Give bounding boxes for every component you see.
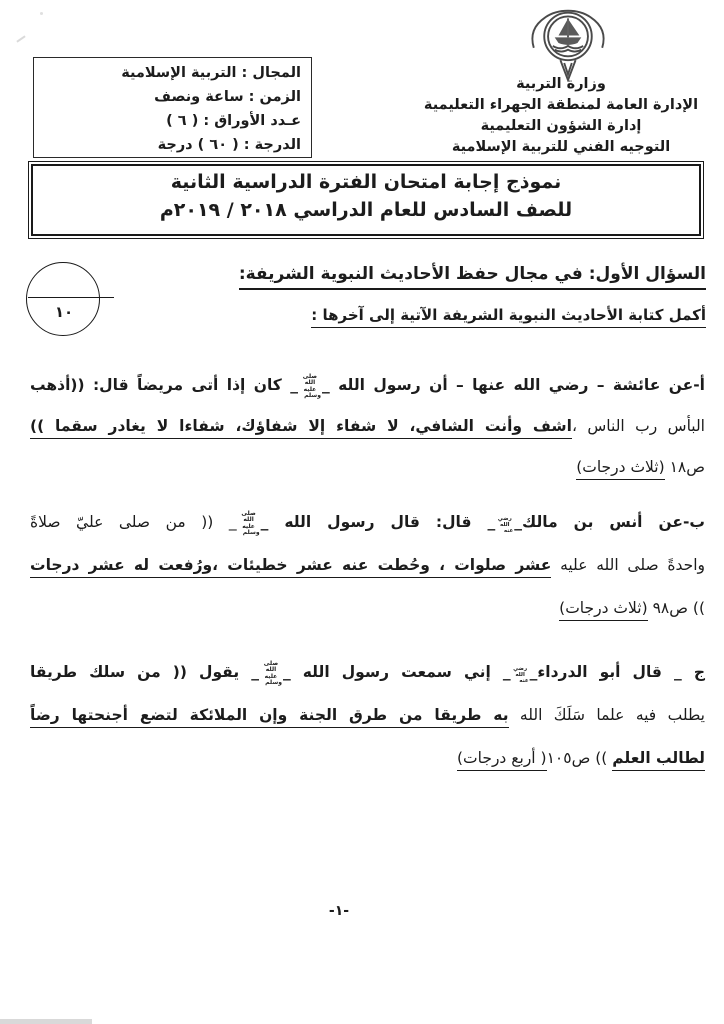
- hadith-c-line3: [30, 743, 705, 786]
- hadith-c-text: _ إني سمعت رسول الله _: [282, 663, 511, 681]
- question1-heading: السؤال الأول: في مجال حفظ الأحاديث النبوية الشريفة:: [239, 264, 706, 290]
- hadith-b-text: _ (( من صلى عليّ صلاةً: [30, 513, 237, 531]
- hadith-c-text: يطلب فيه علما سَلَكَ الله: [508, 706, 705, 724]
- info-grade: الدرجة : ( ٦٠ ) درجة: [157, 137, 301, 153]
- raa-stamp-icon: رضي الله عنه: [497, 516, 514, 534]
- exam-info-box: [33, 57, 312, 158]
- exam-title-inner-border: [31, 164, 701, 236]
- hadith-a-line1: [30, 370, 705, 411]
- hadith-item-c: [30, 657, 705, 786]
- ministry-line: إدارة الشؤون التعليمية: [480, 118, 642, 134]
- hadith-c-line2: [30, 700, 705, 743]
- hadith-c-page-ref: )) ص١٠٥: [546, 749, 613, 767]
- exam-title-line2: للصف السادس للعام الدراسي ٢٠١٨ / ٢٠١٩م: [159, 199, 573, 221]
- hadith-item-b: [30, 507, 705, 636]
- exam-title-box: [28, 161, 704, 239]
- pbuh-stamp-icon: صلى الله عليه وسلم: [263, 660, 282, 686]
- question1-instruction: أكمل كتابة الأحاديث النبوية الشريفة الآتية إلى آخرها :: [311, 306, 706, 328]
- hadith-b-line3: [30, 593, 705, 636]
- hadith-b-answer-underlined: عشر صلوات ، وحُطت عنه عشر خطيئات ،ورُفعت له عشر درجات: [30, 556, 551, 578]
- info-sheets: عـدد الأوراق : ( ٦ ): [166, 113, 301, 129]
- exam-title-line1: نموذج إجابة امتحان الفترة الدراسية الثانية: [170, 171, 562, 193]
- marks-circle-divider: [28, 297, 114, 298]
- hadith-b-page-ref: )) ص٩٨: [647, 599, 705, 617]
- hadith-c-marks-note: ( أربع درجات): [457, 749, 547, 771]
- hadith-b-text: _ قال: قال رسول الله _: [260, 513, 496, 531]
- page-number: -١-: [328, 903, 350, 919]
- info-field: المجال : التربية الإسلامية: [121, 65, 301, 81]
- hadith-a-line2: [30, 411, 705, 452]
- hadith-a-text: _ كان إذا أتى مريضاً قال: ((أذهب: [30, 376, 298, 394]
- hadith-a-text: البأس رب الناس ،: [571, 417, 705, 435]
- hadith-a-answer-underlined: اشف وأنت الشافي، لا شفاء إلا شفاؤك، شفاءا لا يغادر سقما )): [30, 417, 572, 439]
- pbuh-stamp-icon: صلى الله عليه وسلم: [302, 373, 321, 399]
- scan-edge-artifact: [0, 1019, 92, 1024]
- info-time: الزمن : ساعة ونصف: [154, 89, 301, 105]
- hadith-b-text: ب-عن أنس بن مالك_: [514, 513, 706, 531]
- hadith-c-answer-underlined: لطالب العلم: [612, 749, 705, 771]
- hadith-a-marks-note: (ثلاث درجات): [576, 458, 664, 480]
- ministry-line: التوجيه الفني للتربية الإسلامية: [451, 139, 671, 155]
- ministry-line: الإدارة العامة لمنطقة الجهراء التعليمية: [423, 97, 699, 113]
- ministry-line: وزارة التربية: [516, 76, 606, 92]
- hadith-c-text: _ يقول (( من سلك طريقا: [30, 663, 259, 681]
- raa-stamp-icon: رضي الله عنه: [513, 666, 529, 684]
- hadith-c-text: ج _ قال أبو الدرداء_: [529, 663, 705, 681]
- hadith-a-page-ref: ص١٨: [664, 458, 705, 476]
- hadith-c-answer-underlined: به طريقا من طرق الجنة وإن الملائكة لتضع أجنحتها رضاً: [30, 706, 509, 728]
- question1-total-marks: ١٠: [54, 303, 74, 321]
- hadith-c-line1: [30, 657, 705, 700]
- hadith-item-a: [30, 370, 705, 493]
- kuwait-emblem-icon: [520, 6, 616, 82]
- hadith-a-line3: [30, 452, 705, 493]
- hadith-a-text: أ-عن عائشة – رضي الله عنها – أن رسول الله _: [321, 376, 705, 394]
- marks-circle: [26, 262, 100, 336]
- pbuh-stamp-icon: صلى الله عليه وسلم: [241, 510, 260, 536]
- hadith-b-line2: [30, 550, 705, 593]
- hadith-b-text: واحدةً صلى الله عليه: [551, 556, 705, 574]
- hadith-b-marks-note: (ثلاث درجات): [559, 599, 647, 621]
- scan-speck: [16, 35, 25, 42]
- ministry-header: [402, 74, 720, 158]
- scan-speck: [40, 12, 43, 15]
- hadith-b-line1: [30, 507, 705, 550]
